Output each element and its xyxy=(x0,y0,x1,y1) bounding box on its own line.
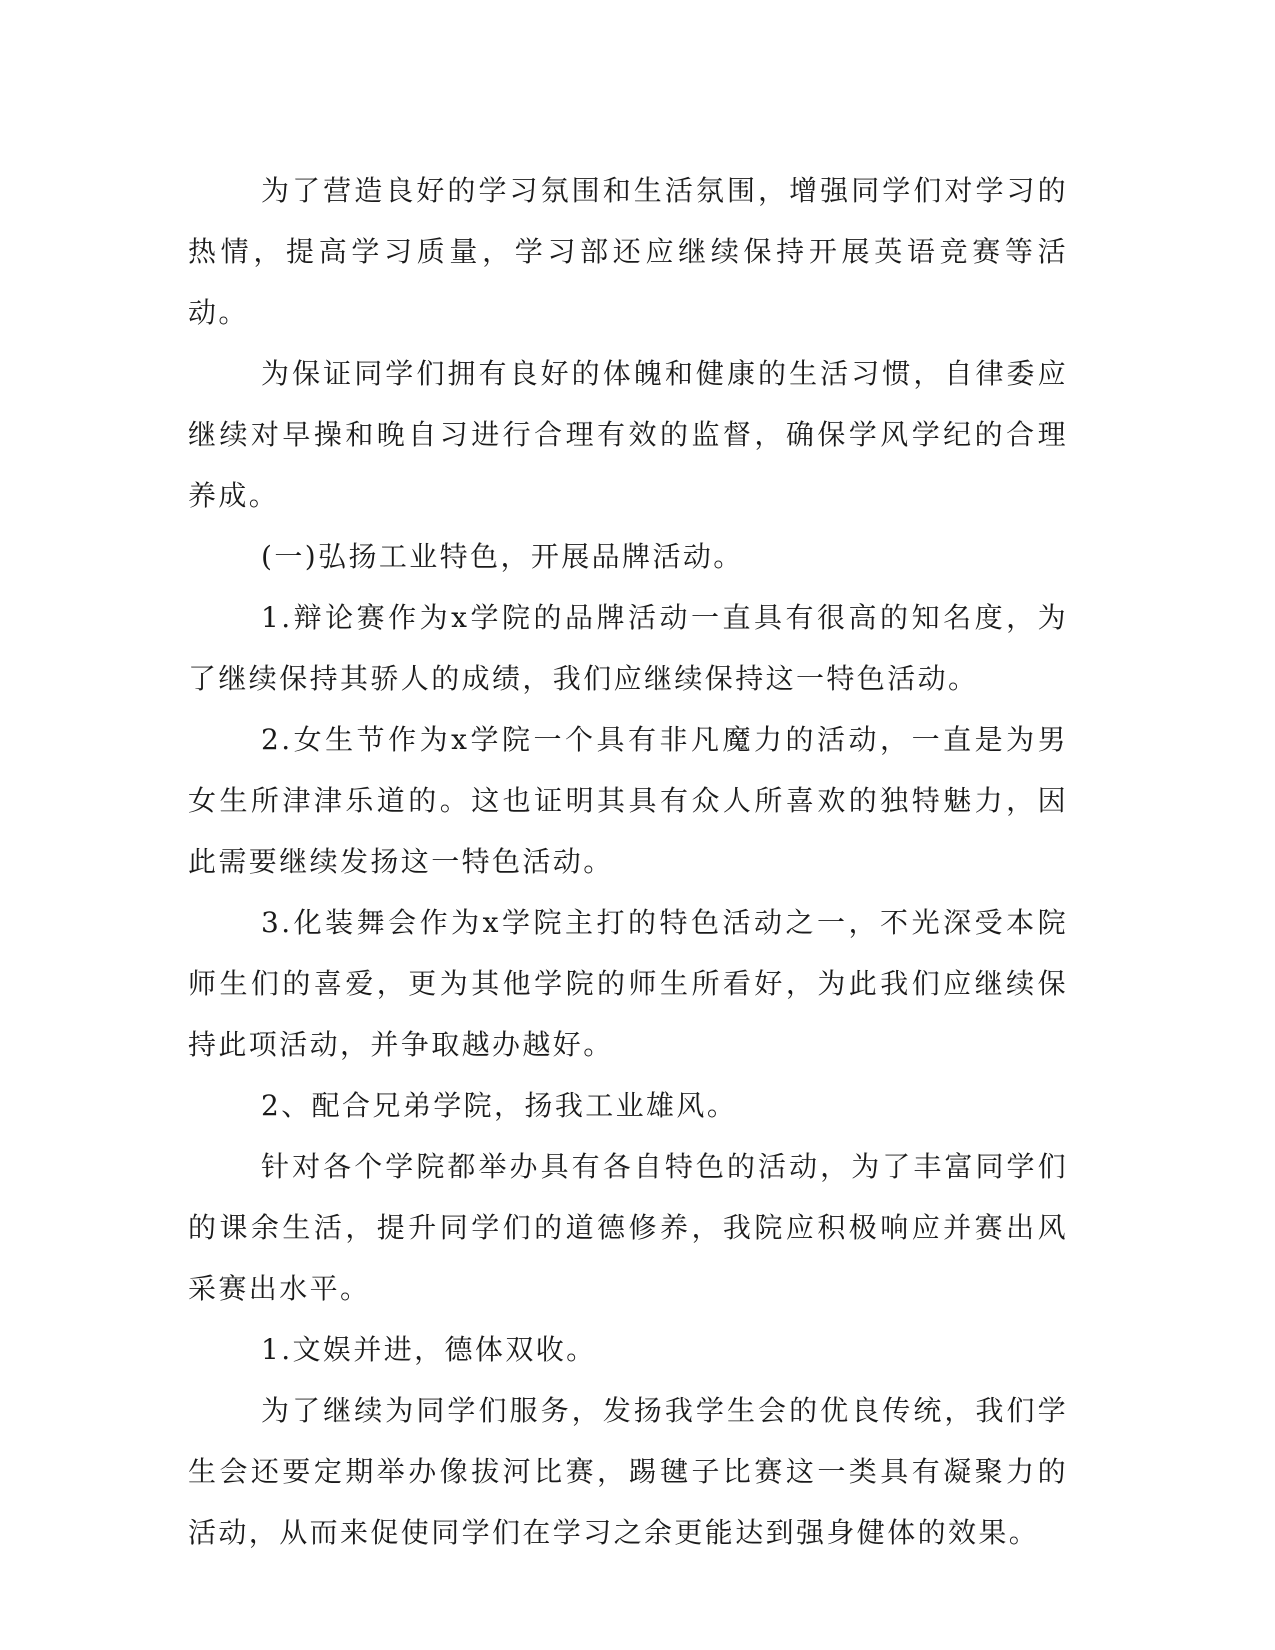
section-heading-cooperation: 2、配合兄弟学院，扬我工业雄风。 xyxy=(261,1089,738,1122)
paragraph-college-activities: 针对各个学院都举办具有各自特色的活动，为了丰富同学们的课余生活，提升同学们的道德修养，我院应积极响应并赛出风采赛出水平。 xyxy=(188,1150,1068,1305)
section-heading-brand-activities: (一)弘扬工业特色，开展品牌活动。 xyxy=(261,540,744,573)
paragraph-tug-of-war: 为了继续为同学们服务，发扬我学生会的优良传统，我们学生会还要定期举办像拔河比赛，踢毽子比赛这一类具有凝聚力的活动，从而来促使同学们在学习之余更能达到强身健体的效果。 xyxy=(188,1394,1068,1549)
paragraph-discipline-supervision: 为保证同学们拥有良好的体魄和健康的生活习惯，自律委应继续对早操和晚自习进行合理有效的监督，确保学风学纪的合理养成。 xyxy=(188,357,1068,512)
paragraph-masquerade-ball: 3.化装舞会作为x学院主打的特色活动之一，不光深受本院师生们的喜爱，更为其他学院的师生所看好，为此我们应继续保持此项活动，并争取越办越好。 xyxy=(188,906,1068,1061)
document-body xyxy=(188,160,1068,1563)
paragraph-debate-competition: 1.辩论赛作为x学院的品牌活动一直具有很高的知名度，为了继续保持其骄人的成绩，我们应继续保持这一特色活动。 xyxy=(188,601,1068,695)
paragraph-girls-day: 2.女生节作为x学院一个具有非凡魔力的活动，一直是为男女生所津津乐道的。这也证明其具有众人所喜欢的独特魅力，因此需要继续发扬这一特色活动。 xyxy=(188,723,1068,878)
paragraph-study-atmosphere: 为了营造良好的学习氛围和生活氛围，增强同学们对学习的热情，提高学习质量，学习部还应继续保持开展英语竞赛等活动。 xyxy=(188,174,1068,329)
section-heading-culture-sports: 1.文娱并进，德体双收。 xyxy=(261,1333,597,1366)
